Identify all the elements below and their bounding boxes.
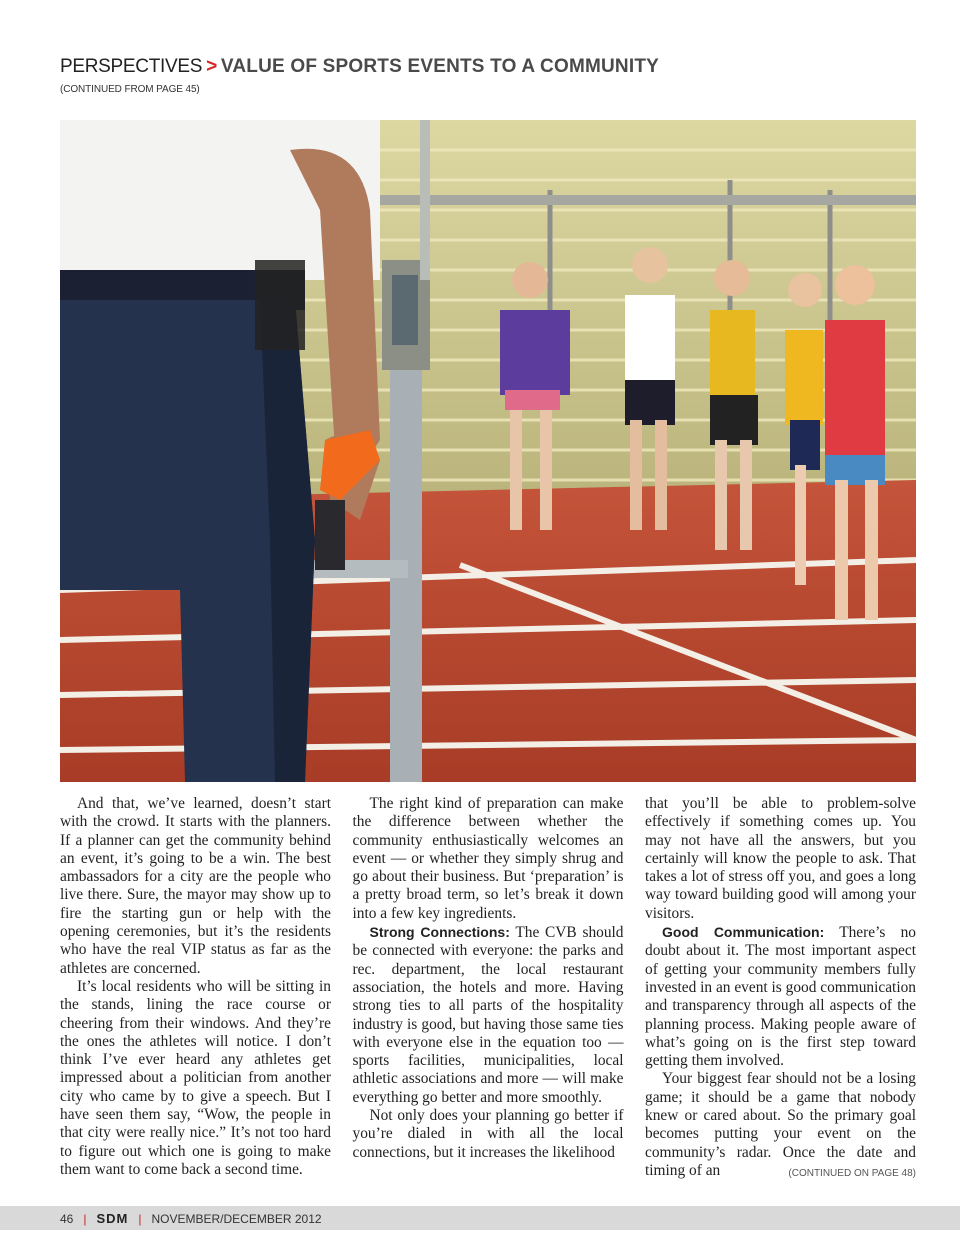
kicker-separator: > (206, 56, 217, 77)
article-column-3 (645, 795, 916, 1185)
continued-from-note: (CONTINUED FROM PAGE 45) (60, 84, 200, 95)
section-label: PERSPECTIVES (60, 56, 203, 77)
magazine-name: SDM (96, 1211, 129, 1226)
paragraph-text: The CVB should be connected with everyone: the parks and rec. department, the local restaurant association, the hotels and more. Having strong ties to all parts of the hospitality industry is good, but having those same ties with everyone else in the equation too — sports facilities, municipalities, local athletic associations and more — will make everything go better and more smoothly. (352, 924, 624, 1106)
article-column-2 (353, 795, 624, 1185)
footer-divider: | (138, 1212, 142, 1226)
article-title: VALUE OF SPORTS EVENTS TO A COMMUNITY (220, 56, 660, 77)
paragraph: And that, we’ve learned, doesn’t start with the crowd. It starts with the planners. If a planner can get the community behind an event, it’s going to be a win. The best ambassadors for a city are the people who live there. Sure, the mayor may show up to fire the starting gun or help with the opening ceremonies, but it’s the residents who have the real VIP status as far as the athletes are concerned. (60, 795, 331, 977)
paragraph: The right kind of preparation can make the difference between whether the community enthusiastically welcomes an event — or whether they simply shrug and go about their business. But ‘preparation’ is a pretty broad term, so let’s break it down into a few key ingredients. (352, 795, 624, 922)
section-kicker (60, 56, 920, 78)
paragraph-text: There’s no doubt about it. The most important aspect of getting your community members fully invested in an event is good communication and transparency through all aspects of the planning process. Making people aware of what’s going on is the first step toward getting them involved. (645, 924, 916, 1070)
paragraph: It’s local residents who will be sitting in the stands, lining the race course or cheering from their windows. And they’re the ones the athletes will notice. I don’t think I’ve ever heard any athletes get impressed about a politician from another city who came by to give a speech. But I have seen them say, “Wow, the people in that city were really nice.” It’s not too hard to figure out which one is going to make them want to come back a second time. (60, 977, 331, 1178)
paragraph (645, 923, 916, 1070)
issue-date: NOVEMBER/DECEMBER 2012 (151, 1212, 322, 1226)
page-header (60, 56, 920, 95)
footer-divider: | (83, 1212, 87, 1226)
paragraph: Not only does your planning go better if you’re dialed in with all the local connections, but it increases the likelihood (352, 1107, 624, 1161)
subhead-strong-connections: Strong Connections: (369, 924, 510, 941)
track-starter-photo (60, 120, 916, 782)
page-footer (0, 1206, 960, 1230)
continued-on-note: (CONTINUED ON PAGE 48) (788, 1167, 916, 1179)
paragraph (645, 1070, 916, 1180)
page-number: 46 (60, 1212, 74, 1226)
article-column-1 (60, 795, 331, 1185)
paragraph-text: Your biggest fear should not be a losing game; it should be a game that nobody knew or cared about. So the primary goal becomes putting your event on the community’s radar. Once the date and timing of an (645, 1070, 916, 1179)
subhead-good-communication: Good Communication: (662, 924, 825, 941)
paragraph (353, 923, 624, 1107)
article-body (60, 795, 916, 1185)
paragraph: that you’ll be able to problem-solve effectively if something comes up. You may not have all the answers, but you certainly will know the people to ask. That takes a lot of stress off you, and goes a long way toward building good will among your visitors. (645, 795, 916, 922)
